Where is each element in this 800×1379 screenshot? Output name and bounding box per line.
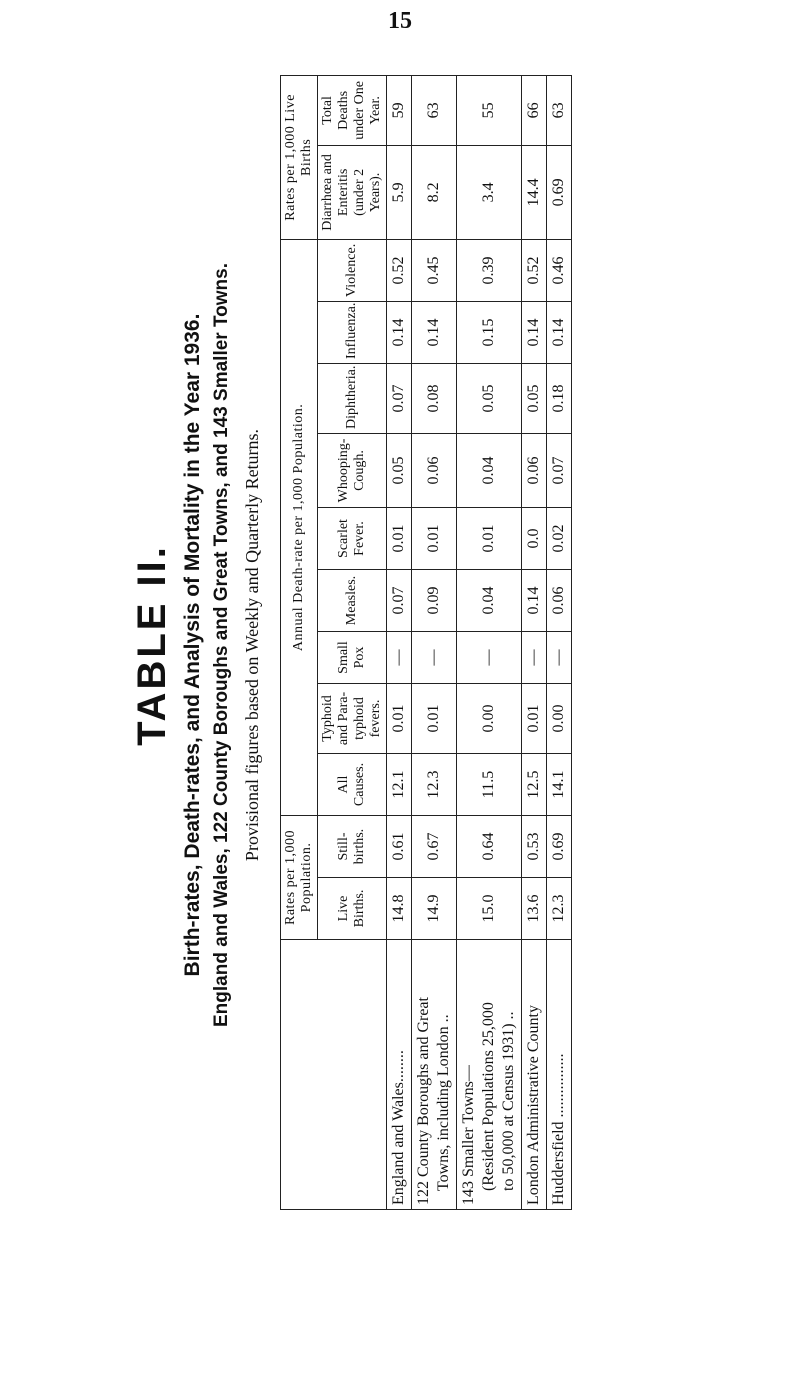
cell-violence: 0.46: [547, 239, 572, 301]
row-label-header: [281, 940, 387, 1210]
table-scope: England and Wales, 122 County Boroughs and Great Towns, and 143 Smaller Towns.: [211, 263, 232, 1028]
cell-smallpox: —: [412, 632, 457, 684]
cell-all-causes: 11.5: [457, 754, 522, 816]
table-subtitle: Birth-rates, Death-rates, and Analysis of Mortality in the Year 1936.: [181, 313, 204, 977]
col-still-births: Still-births.: [318, 816, 387, 878]
cell-live-births: 14.8: [387, 878, 412, 940]
header-rates-population: Rates per 1,000 Population.: [281, 816, 318, 940]
col-scarlet-fever: Scarlet Fever.: [318, 508, 387, 570]
cell-infant: 55: [457, 75, 522, 145]
row-label: [522, 940, 547, 1210]
row-label: [412, 940, 457, 1210]
row-label: [387, 940, 412, 1210]
table-body: [387, 75, 572, 1209]
col-whooping-cough: Whooping-Cough.: [318, 434, 387, 508]
page-number: 15: [388, 8, 412, 34]
table-row: [547, 75, 572, 1209]
cell-diarrhoea: 3.4: [457, 145, 522, 239]
cell-influenza: 0.14: [387, 302, 412, 364]
col-infant-deaths: Total Deaths under One Year.: [318, 75, 387, 145]
title-block: [130, 80, 262, 1210]
cell-diarrhoea: 8.2: [412, 145, 457, 239]
cell-infant: 63: [547, 75, 572, 145]
cell-smallpox: —: [457, 632, 522, 684]
row-label-line: 122 County Boroughs and Great: [415, 997, 432, 1205]
cell-whooping-cough: 0.06: [412, 434, 457, 508]
cell-whooping-cough: 0.05: [387, 434, 412, 508]
cell-live-births: 13.6: [522, 878, 547, 940]
cell-scarlet-fever: 0.01: [457, 508, 522, 570]
cell-still-births: 0.67: [412, 816, 457, 878]
table-row: [522, 75, 547, 1209]
cell-still-births: 0.64: [457, 816, 522, 878]
cell-measles: 0.14: [522, 570, 547, 632]
cell-live-births: 15.0: [457, 878, 522, 940]
table-title: TABLE II.: [130, 544, 174, 746]
cell-smallpox: —: [387, 632, 412, 684]
cell-typhoid: 0.01: [387, 684, 412, 754]
cell-influenza: 0.14: [522, 302, 547, 364]
cell-live-births: 14.9: [412, 878, 457, 940]
cell-diphtheria: 0.05: [522, 364, 547, 434]
cell-measles: 0.06: [547, 570, 572, 632]
cell-diphtheria: 0.05: [457, 364, 522, 434]
row-label-line: Huddersfield ................: [550, 1053, 567, 1205]
cell-infant: 59: [387, 75, 412, 145]
col-measles: Measles.: [318, 570, 387, 632]
col-diphtheria: Diphtheria.: [318, 364, 387, 434]
cell-measles: 0.04: [457, 570, 522, 632]
cell-diphtheria: 0.08: [412, 364, 457, 434]
cell-infant: 63: [412, 75, 457, 145]
cell-typhoid: 0.00: [457, 684, 522, 754]
rotated-table-page: [130, 80, 790, 1210]
cell-smallpox: —: [522, 632, 547, 684]
cell-scarlet-fever: 0.01: [387, 508, 412, 570]
cell-violence: 0.52: [387, 239, 412, 301]
header-group-row: [281, 75, 318, 1209]
cell-diphtheria: 0.07: [387, 364, 412, 434]
table-row: [412, 75, 457, 1209]
header-rates-live-births: Rates per 1,000 Live Births: [281, 75, 318, 239]
table-row: [387, 75, 412, 1209]
cell-scarlet-fever: 0.02: [547, 508, 572, 570]
cell-scarlet-fever: 0.01: [412, 508, 457, 570]
row-label: [547, 940, 572, 1210]
cell-all-causes: 12.1: [387, 754, 412, 816]
header-annual-death-rate: Annual Death-rate per 1,000 Population.: [281, 239, 318, 815]
table-note: Provisional figures based on Weekly and Quarterly Returns.: [242, 428, 262, 862]
col-diarrhoea: Diarrhœa and Enteritis (under 2 Years).: [318, 145, 387, 239]
row-label-line: (Resident Populations 25,000: [480, 1002, 497, 1191]
row-label-line: London Administrative County: [525, 1005, 542, 1205]
col-influenza: Influenza.: [318, 302, 387, 364]
cell-all-causes: 14.1: [547, 754, 572, 816]
cell-typhoid: 0.01: [412, 684, 457, 754]
cell-measles: 0.09: [412, 570, 457, 632]
col-all-causes: All Causes.: [318, 754, 387, 816]
cell-live-births: 12.3: [547, 878, 572, 940]
cell-still-births: 0.69: [547, 816, 572, 878]
cell-whooping-cough: 0.04: [457, 434, 522, 508]
col-typhoid: Typhoid and Para-typhoid fevers.: [318, 684, 387, 754]
cell-whooping-cough: 0.06: [522, 434, 547, 508]
row-label: [457, 940, 522, 1210]
cell-influenza: 0.15: [457, 302, 522, 364]
cell-diarrhoea: 5.9: [387, 145, 412, 239]
cell-diarrhoea: 14.4: [522, 145, 547, 239]
cell-influenza: 0.14: [412, 302, 457, 364]
cell-all-causes: 12.5: [522, 754, 547, 816]
row-label-line: Towns, including London ..: [435, 1014, 452, 1191]
cell-diarrhoea: 0.69: [547, 145, 572, 239]
cell-infant: 66: [522, 75, 547, 145]
cell-whooping-cough: 0.07: [547, 434, 572, 508]
cell-violence: 0.52: [522, 239, 547, 301]
cell-scarlet-fever: 0.0: [522, 508, 547, 570]
cell-diphtheria: 0.18: [547, 364, 572, 434]
table-row: [457, 75, 522, 1209]
mortality-table: [280, 75, 572, 1210]
cell-all-causes: 12.3: [412, 754, 457, 816]
cell-still-births: 0.61: [387, 816, 412, 878]
cell-violence: 0.39: [457, 239, 522, 301]
row-label-line: 143 Smaller Towns—: [460, 1065, 477, 1205]
cell-typhoid: 0.00: [547, 684, 572, 754]
cell-violence: 0.45: [412, 239, 457, 301]
cell-influenza: 0.14: [547, 302, 572, 364]
cell-still-births: 0.53: [522, 816, 547, 878]
col-smallpox: Small Pox: [318, 632, 387, 684]
cell-measles: 0.07: [387, 570, 412, 632]
col-live-births: Live Births.: [318, 878, 387, 940]
row-label-line: England and Wales........: [390, 1050, 407, 1205]
cell-typhoid: 0.01: [522, 684, 547, 754]
row-label-line: to 50,000 at Census 1931) ..: [500, 1011, 517, 1191]
cell-smallpox: —: [547, 632, 572, 684]
col-violence: Violence.: [318, 239, 387, 301]
